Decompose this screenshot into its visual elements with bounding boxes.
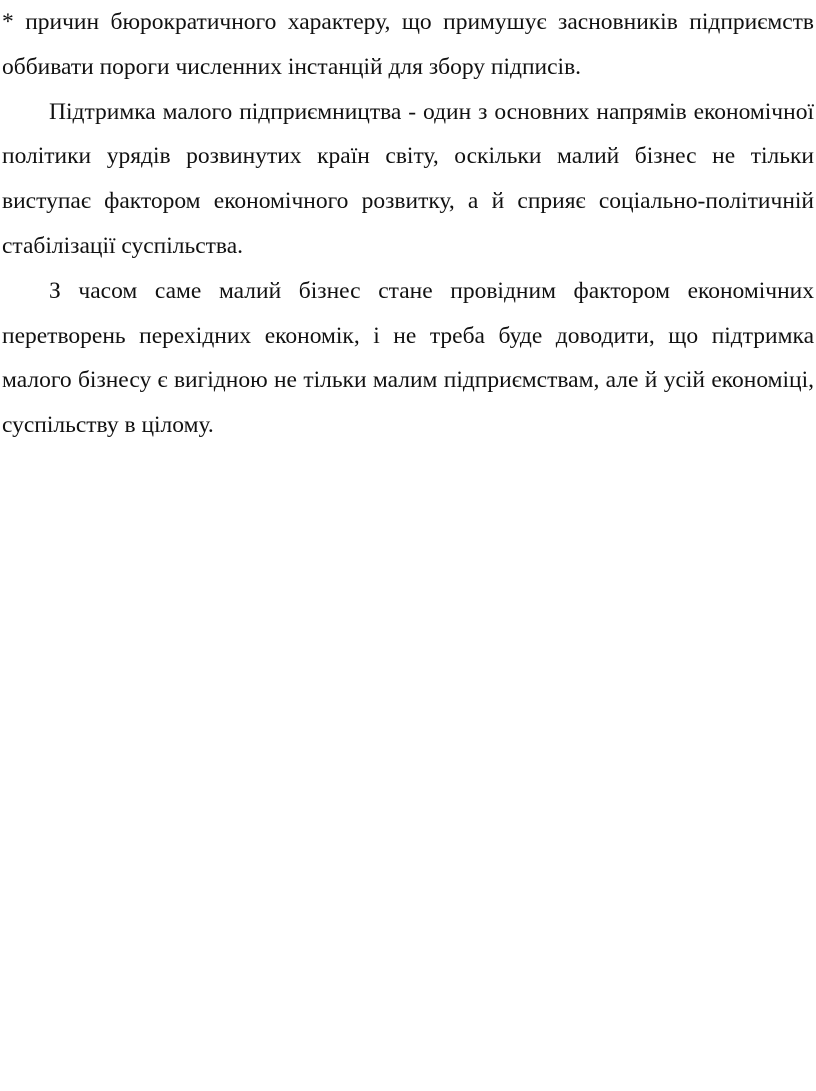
paragraph-small-business-support: Підтримка малого підприємництва - один з основних напрямів економічної політики урядів розвинутих країн світу, оскільки малий бізнес не тільки виступає фактором економічного розвитку, а й сприяє соціально-політичній стабілізації суспільства. <box>2 98 814 259</box>
paragraph-bureaucracy: * причин бюрократичного характеру, що примушує засновників підприємств оббивати пороги численних інстанцій для збору підписів. <box>2 9 814 80</box>
document-body <box>2 0 814 448</box>
paragraph-transition-economies: З часом саме малий бізнес стане провідним фактором економічних перетворень перехідних економік, і не треба буде доводити, що підтримка малого бізнесу є вигідною не тільки малим підприємствам, але й усій економіці, суспільству в цілому. <box>2 277 814 439</box>
